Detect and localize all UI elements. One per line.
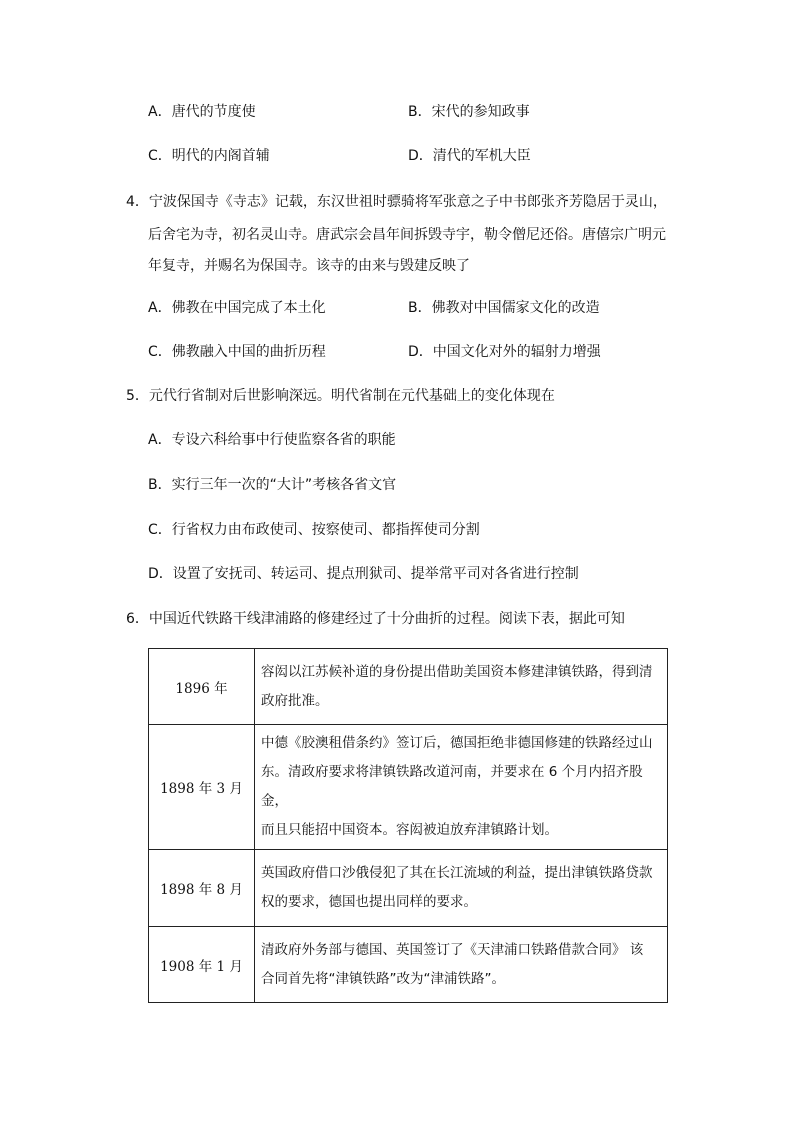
table-content-cell — [255, 725, 668, 850]
table-row — [149, 850, 668, 927]
q4-option-d: D．中国文化对外的辐射力增强 — [408, 344, 601, 360]
table-year-cell: 1896 年 — [149, 649, 255, 725]
q4-option-b: B．佛教对中国儒家文化的改造 — [408, 300, 600, 316]
table-content-line: 而且只能招中国资本。容闳被迫放弃津镇路计划。 — [261, 822, 558, 838]
q4-option-c: C．佛教融入中国的曲折历程 — [148, 344, 326, 360]
q4-option-a: A．佛教在中国完成了本土化 — [148, 300, 326, 316]
q3-option-c: C．明代的内阁首辅 — [148, 148, 270, 164]
table-row — [149, 927, 668, 1003]
table-content-line: 政府批准。 — [261, 692, 329, 709]
q3-option-b: B．宋代的参知政事 — [408, 104, 530, 120]
table-content-line: 英国政府借口沙俄侵犯了其在长江流域的利益，提出津镇铁路贷款 — [261, 865, 653, 881]
q5-stem: 5．元代行省制对后世影响深远。明代省制在元代基础上的变化体现在 — [126, 388, 555, 404]
table-row — [149, 649, 668, 725]
table-content-cell — [255, 927, 668, 1003]
q5-option-c: C．行省权力由布政使司、按察使司、都指挥使司分割 — [148, 522, 480, 538]
q5-option-b: B．实行三年一次的“大计”考核各省文官 — [148, 477, 397, 493]
table-content-cell — [255, 850, 668, 927]
table-row — [149, 725, 668, 850]
table-content-line: 清政府外务部与德国、英国签订了《天津浦口铁路借款合同》 该 — [261, 941, 644, 958]
q6-stem: 6．中国近代铁路干线津浦路的修建经过了十分曲折的过程。阅读下表，据此可知 — [126, 611, 625, 627]
q4-stem-line-2: 后舍宅为寺，初名灵山寺。唐武宗会昌年间拆毁寺宇，勒令僧尼还俗。唐僖宗广明元 — [148, 227, 666, 243]
q4-stem-line-3: 年复寺，并赐名为保国寺。该寺的由来与毁建反映了 — [148, 258, 470, 274]
q3-option-d: D．清代的军机大臣 — [408, 148, 531, 164]
q5-option-a: A．专设六科给事中行使监察各省的职能 — [148, 432, 396, 448]
q4-stem-line-1: 4．宁波保国寺《寺志》记载，东汉世祖时骠骑将军张意之子中书郎张齐芳隐居于灵山， — [126, 194, 667, 210]
table-content-line: 东。清政府要求将津镇铁路改道河南，并要求在 6 个月内招齐股金， — [261, 764, 643, 809]
table-year-cell: 1898 年 3 月 — [149, 725, 255, 850]
table-year-cell: 1908 年 1 月 — [149, 927, 255, 1003]
table-content-line: 权的要求，德国也提出同样的要求。 — [261, 894, 477, 910]
table-content-line: 容闳以江苏候补道的身份提出借助美国资本修建津镇铁路，得到清 — [261, 663, 653, 680]
railway-history-table — [148, 648, 668, 1003]
table-year-cell: 1898 年 8 月 — [149, 850, 255, 927]
q5-option-d: D．设置了安抚司、转运司、提点刑狱司、提举常平司对各省进行控制 — [148, 566, 579, 582]
q3-option-a: A．唐代的节度使 — [148, 104, 256, 120]
table-content-cell — [255, 649, 668, 725]
table-content-line: 中德《胶澳租借条约》签订后，德国拒绝非德国修建的铁路经过山 — [261, 735, 653, 751]
table-content-line: 合同首先将“津镇铁路”改为“津浦铁路”。 — [261, 970, 505, 987]
